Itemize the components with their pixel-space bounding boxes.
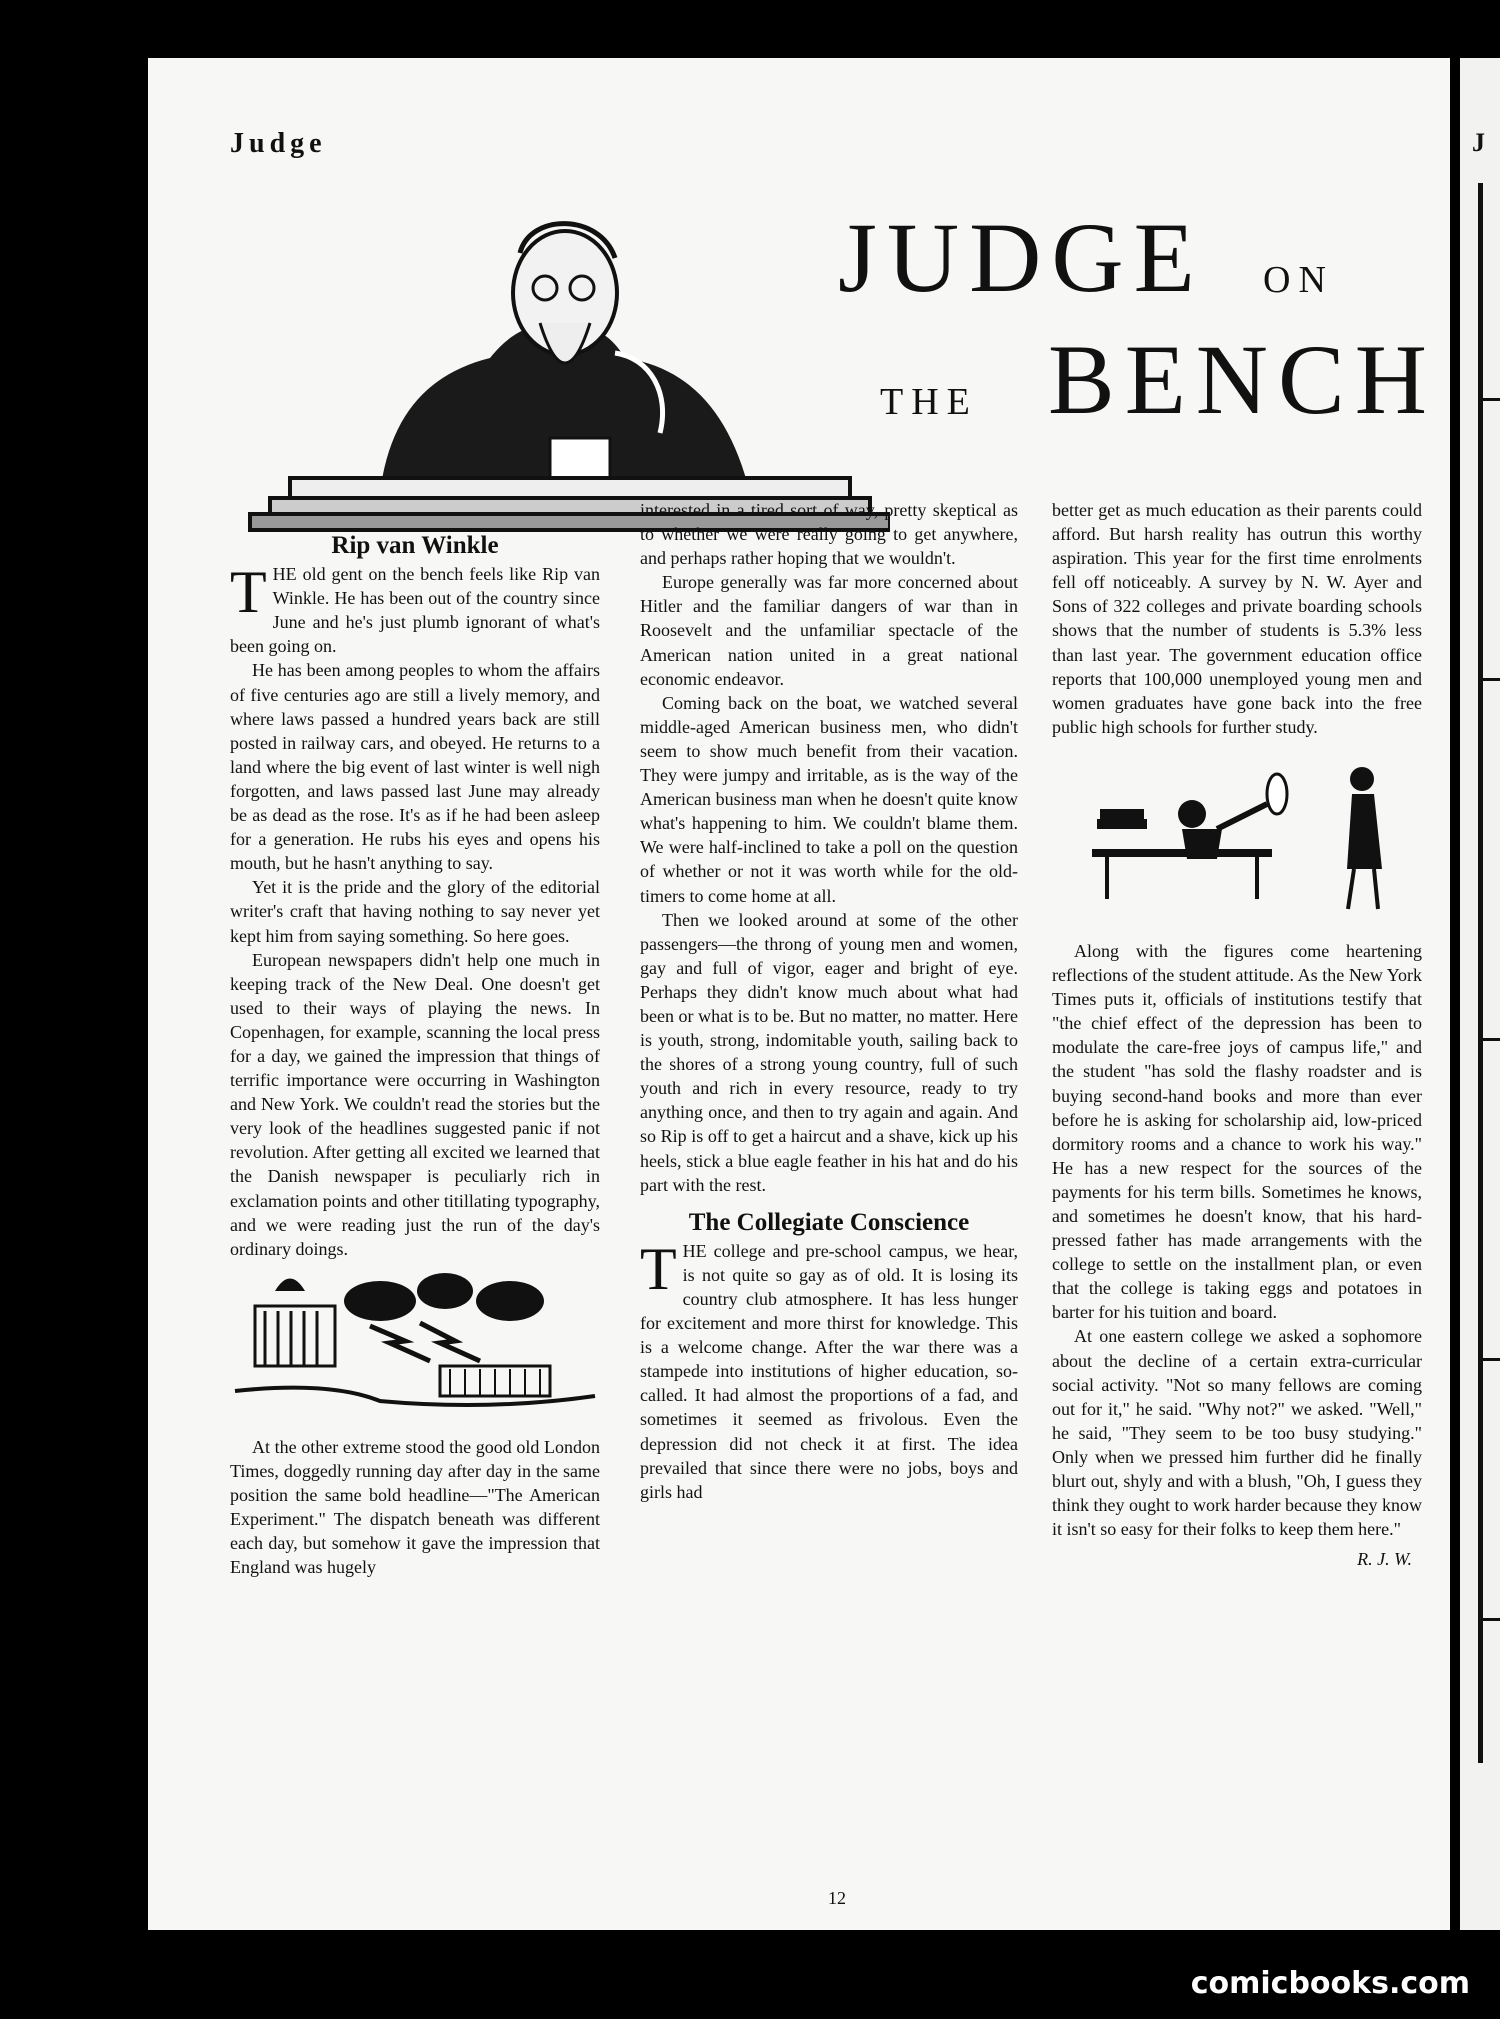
- judge-illustration: [230, 183, 890, 543]
- masthead: Judge: [230, 128, 327, 159]
- title-bench: BENCH: [1048, 324, 1437, 435]
- paragraph: Yet it is the pride and the glory of the editorial writer's craft that having nothing to say never yet kept him from saying something. So here goes.: [230, 877, 600, 946]
- magazine-page: [148, 58, 1450, 1930]
- page-number: 12: [828, 1888, 846, 1908]
- title-the: THE: [880, 381, 978, 423]
- paragraph: He has been among peoples to whom the affairs of five centuries ago are still a lively memory, and where laws passed a hundred years back are still posted in railway cars, and obeyed. He returns to a land where the big event of last winter is well nigh forgotten, and laws passed last June may already be as dead as the rose. It's as if he had been asleep for a generation. He rubs his eyes and opens his mouth, but he hasn't anything to say.: [230, 660, 600, 874]
- paragraph: Europe generally was far more concerned about Hitler and the familiar dangers of war than in Roosevelt and the unfamiliar spectacle of the American nation united in a great national economic endeavor.: [640, 572, 1018, 689]
- paragraph: interested in a tired sort of way, pretty skeptical as to whether we were really going to get anywhere, and perhaps rather hoping that we wouldn't.: [640, 500, 1018, 569]
- column-2: [640, 498, 1018, 1504]
- paragraph: THE old gent on the bench feels like Rip van Winkle. He has been out of the country since June and he's just plumb ignorant of what's been going on.: [230, 559, 600, 657]
- border-tick: [1478, 1618, 1500, 1621]
- title-judge: JUDGE: [838, 202, 1205, 313]
- column-3: [1052, 498, 1422, 1571]
- students-illustration: [1052, 759, 1422, 929]
- article-title-collegiate: The Collegiate Conscience: [688, 1208, 970, 1236]
- column-1: [230, 528, 600, 1579]
- paragraph: European newspapers didn't help one much in keeping track of the New Deal. One doesn't get used to their ways of playing the news. In Copenhagen, for example, scanning the local press for a day, we gained the impression that things of terrific importance were occurring in Washington and New York. We couldn't read the stories but the very look of the headlines suggested panic if not revolution. After getting all excited we learned that the Danish newspaper is peculiarly rich in exclamation points and other titillating typography, and we were reading just the run of the day's ordinary doings.: [230, 949, 600, 1259]
- paragraph: Then we looked around at some of the other passengers—the throng of young men and women, gay and full of vigor, eager and bright of eye. Perhaps they didn't know much about what had been or what is to be. But no matter, no matter. Here is youth, strong, indomitable youth, sailing back to the shores of a strong young country, full of such youth and rich in every resource, ready to try anything once, and then to try again and again. And so Rip is off to get a haircut and a shave, kick up his heels, stick a blue eagle feather in his hat and do his part with the rest.: [640, 909, 1018, 1195]
- article-title-rip: Rip van Winkle: [331, 532, 499, 559]
- paragraph: At one eastern college we asked a sophomore about the decline of a certain extra-curricular social activity. "Not so many fellows are coming out for it," he said. "Why not?" we asked. "Well," he said, "They seem to be too busy studying." Only when we pressed him further did he finally blurt out, shyly and with a blush, "Oh, I guess they think they ought to work harder because they know it isn't so easy for their folks to keep them here.": [1052, 1326, 1422, 1540]
- title-on: ON: [1263, 259, 1334, 301]
- dropcap: T: [230, 559, 267, 626]
- border-tick: [1478, 678, 1500, 681]
- adjacent-page-border: [1478, 183, 1500, 1763]
- border-tick: [1478, 1358, 1500, 1361]
- paragraph: THE college and pre-school campus, we hear, is not quite so gay as of old. It is losing its country club atmosphere. It has less hunger for excitement and more thirst for knowledge. This is a welcome change. After the war there was a stampede into institutions of higher education, so-called. It had almost the proportions of a fad, and sometimes it seemed as frivolous. Even the depression did not check it at first. The idea prevailed that since there were no jobs, boys and girls had: [640, 1235, 1018, 1502]
- signature: R. J. W.: [1357, 1549, 1412, 1570]
- paragraph: At the other extreme stood the good old London Times, doggedly running day after day in the same position the same bold headline—"The American Experiment." The dispatch beneath was different each day, but somehow it gave the impression that England was hugely: [230, 1436, 600, 1578]
- adjacent-page-letter: J: [1472, 128, 1485, 157]
- paragraph: Along with the figures come heartening reflections of the student attitude. As the New York Times puts it, officials of institutions testify that "the chief effect of the depression has been to modulate the care-free joys of campus life," and the student "has sold the flashy roadster and is buying second-hand books and more than ever before he is asking for scholarship aid, low-priced dormitory rooms and a chance to work his way." He has a new respect for the sources of the payments for his term bills. Sometimes he knows, and sometimes he doesn't know, that his hard-pressed father has made arrangements with the college to settle on the installment plan, or even that the college is taking eggs and potatoes in barter for his tuition and board.: [1052, 940, 1422, 1323]
- paragraph: better get as much education as their parents could afford. But harsh reality has outrun this worthy aspiration. This year for the first time enrolments fell off noticeably. A survey by N. W. Ayer and Sons of 322 colleges and private boarding schools shows that the number of students is 5.3% less than last year. The government education office reports that 100,000 unemployed young men and women graduates have gone back into the free public high schools for further study.: [1052, 500, 1422, 737]
- border-tick: [1478, 1038, 1500, 1041]
- watermark: comicbooks.com: [1190, 1966, 1470, 2001]
- dropcap: T: [640, 1235, 677, 1302]
- border-tick: [1478, 398, 1500, 401]
- capitol-storm-illustration: [230, 1261, 600, 1421]
- paragraph: Coming back on the boat, we watched several middle-aged American business men, who didn't seem to show much benefit from their vacation. They were jumpy and irritable, as is the way of the American business man when he doesn't quite know what's happening to him. We couldn't blame them. We were half-inclined to take a poll on the question of whether or not it was worth while for the old-timers to come home at all.: [640, 692, 1018, 906]
- adjacent-page-edge: [1460, 58, 1500, 1930]
